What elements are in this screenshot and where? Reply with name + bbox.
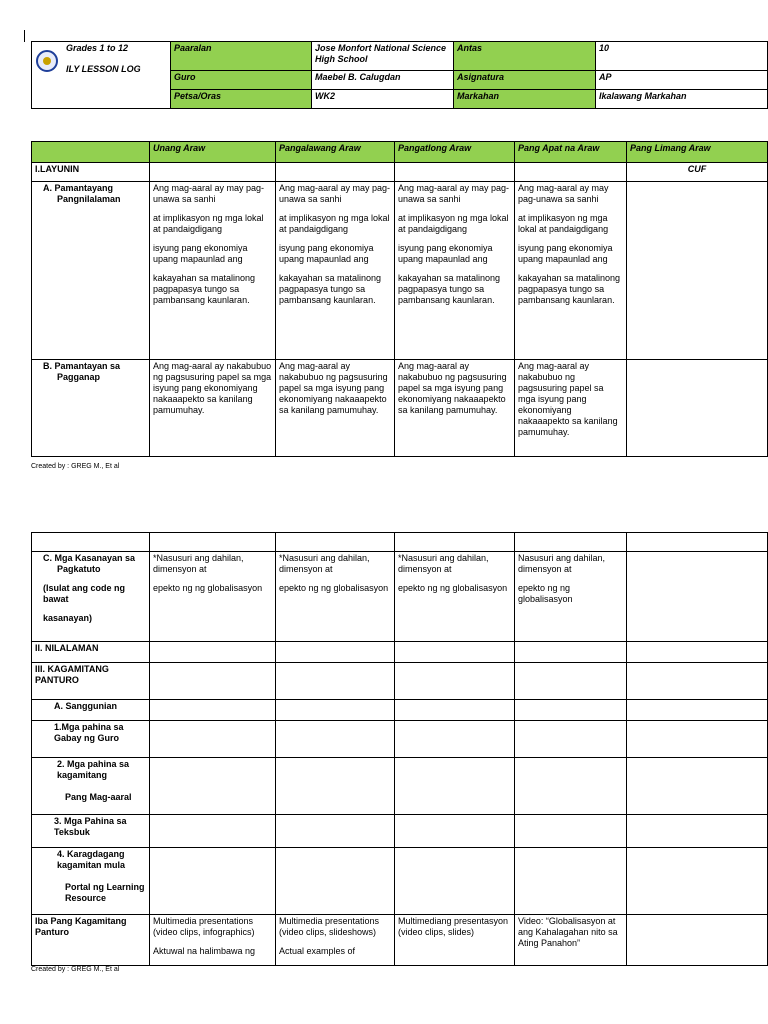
content-standard-day3: Ang mag-aaral ay may pag-unawa sa sanhi at implikasyon ng mga lokal at pandaigdigang isyung pang ekonomiya upang mapaunlad ang kakayahan sa matalinong pagpapasya tungo sa pambansang kaunlaran. — [395, 182, 515, 360]
competency-day2: *Nasusuri ang dahilan, dimensyon at epekto ng ng globalisasyon — [276, 552, 395, 642]
cuf-label: CUF — [627, 163, 768, 182]
other-materials-day2: Multimedia presentations (video clips, slideshows) Actual examples of — [276, 915, 395, 966]
school-value: Jose Monfort National Science High School — [312, 42, 454, 71]
grade-value: 10 — [596, 42, 768, 71]
date-value: WK2 — [312, 90, 454, 109]
objectives-table — [31, 141, 768, 457]
deped-seal-icon — [36, 50, 58, 72]
day-header-4: Pang Apat na Araw — [515, 142, 627, 163]
competency-day1: *Nasusuri ang dahilan, dimensyon at epekto ng ng globalisasyon — [150, 552, 276, 642]
grade-label: Antas — [454, 42, 596, 71]
other-materials-day3: Multimediang presentasyon (video clips, slides) — [395, 915, 515, 966]
section-kagamitang-panturo: III. KAGAMITANG PANTURO — [32, 663, 150, 700]
subject-label: Asignatura — [454, 71, 596, 90]
competency-day4: Nasusuri ang dahilan, dimensyon at epekto ng ng globalisasyon — [515, 552, 627, 642]
row-label-b: B. Pamantayan sa Pagganap — [32, 360, 150, 457]
day-header-5: Pang Limang Araw — [627, 142, 768, 163]
competency-day3: *Nasusuri ang dahilan, dimensyon at epekto ng ng globalisasyon — [395, 552, 515, 642]
quarter-label: Markahan — [454, 90, 596, 109]
section-layunin: I.LAYUNIN — [32, 163, 150, 182]
date-label: Petsa/Oras — [171, 90, 312, 109]
row-teksbuk: 3. Mga Pahina sa Teksbuk — [32, 815, 150, 848]
performance-standard-day1: Ang mag-aaral ay nakabubuo ng pagsusuring papel sa mga isyung pang ekonomiyang nakaaapekto sa kanilang pamumuhay. — [150, 360, 276, 457]
competencies-table — [31, 532, 768, 966]
row-iba-pang-kagamitan: Iba Pang Kagamitang Panturo — [32, 915, 150, 966]
grades-label: Grades 1 to 12 — [66, 43, 129, 53]
quarter-value: Ikalawang Markahan — [596, 90, 768, 109]
row-label-c: C. Mga Kasanayan sa Pagkatuto (Isulat ang code ng bawat kasanayan) — [32, 552, 150, 642]
day-header-1: Unang Araw — [150, 142, 276, 163]
footer-credit-2: Created by : GREG M., Et al — [31, 966, 120, 973]
content-standard-day1: Ang mag-aaral ay may pag-unawa sa sanhi at implikasyon ng mga lokal at pandaigdigang isyung pang ekonomiya upang mapaunlad ang kakayahan sa matalinong pagpapasya tungo sa pambansang kaunlaran. — [150, 182, 276, 360]
logo-cell — [32, 42, 171, 109]
text-cursor — [24, 30, 25, 42]
row-karagdagang-kagamitan: 4. Karagdagang kagamitan mula Portal ng Learning Resource — [32, 848, 150, 915]
content-standard-day4: Ang mag-aaral ay may pag-unawa sa sanhi at implikasyon ng mga lokal at pandaigdigang isyung pang ekonomiya upang mapaunlad ang kakayahan sa matalinong pagpapasya tungo sa pambansang kaunlaran. — [515, 182, 627, 360]
performance-standard-day5 — [627, 360, 768, 457]
teacher-label: Guro — [171, 71, 312, 90]
day-header-2: Pangalawang Araw — [276, 142, 395, 163]
row-label-a: A. Pamantayang Pangnilalaman — [32, 182, 150, 360]
day-header-blank — [32, 142, 150, 163]
row-kagamitang-mag-aaral: 2. Mga pahina sa kagamitang Pang Mag-aaral — [32, 758, 150, 815]
performance-standard-day2: Ang mag-aaral ay nakabubuo ng pagsusuring papel sa mga isyung pang ekonomiyang nakaaapekto sa kanilang pamumuhay. — [276, 360, 395, 457]
content-standard-day2: Ang mag-aaral ay may pag-unawa sa sanhi at implikasyon ng mga lokal at pandaigdigang isyung pang ekonomiya upang mapaunlad ang kakayahan sa matalinong pagpapasya tungo sa pambansang kaunlaran. — [276, 182, 395, 360]
other-materials-day1: Multimedia presentations (video clips, infographics) Aktuwal na halimbawa ng — [150, 915, 276, 966]
header-table — [31, 41, 768, 109]
section-nilalaman: II. NILALAMAN — [32, 642, 150, 663]
row-gabay-guro: 1.Mga pahina sa Gabay ng Guro — [32, 721, 150, 758]
performance-standard-day3: Ang mag-aaral ay nakabubuo ng pagsusuring papel sa mga isyung pang ekonomiyang nakaaapekto sa kanilang pamumuhay. — [395, 360, 515, 457]
row-sanggunian: A. Sanggunian — [32, 700, 150, 721]
day-header-3: Pangatlong Araw — [395, 142, 515, 163]
teacher-value: Maebel B. Calugdan — [312, 71, 454, 90]
footer-credit-1: Created by : GREG M., Et al — [31, 463, 120, 470]
performance-standard-day4: Ang mag-aaral ay nakabubuo ng pagsusuring papel sa mga isyung pang ekonomiyang nakaaapekto sa kanilang pamumuhay. — [515, 360, 627, 457]
subject-value: AP — [596, 71, 768, 90]
lesson-log-title: ILY LESSON LOG — [66, 64, 141, 74]
school-label: Paaralan — [171, 42, 312, 71]
other-materials-day4: Video: “Globalisasyon at ang Kahalagahan nito sa Ating Panahon” — [515, 915, 627, 966]
content-standard-day5 — [627, 182, 768, 360]
